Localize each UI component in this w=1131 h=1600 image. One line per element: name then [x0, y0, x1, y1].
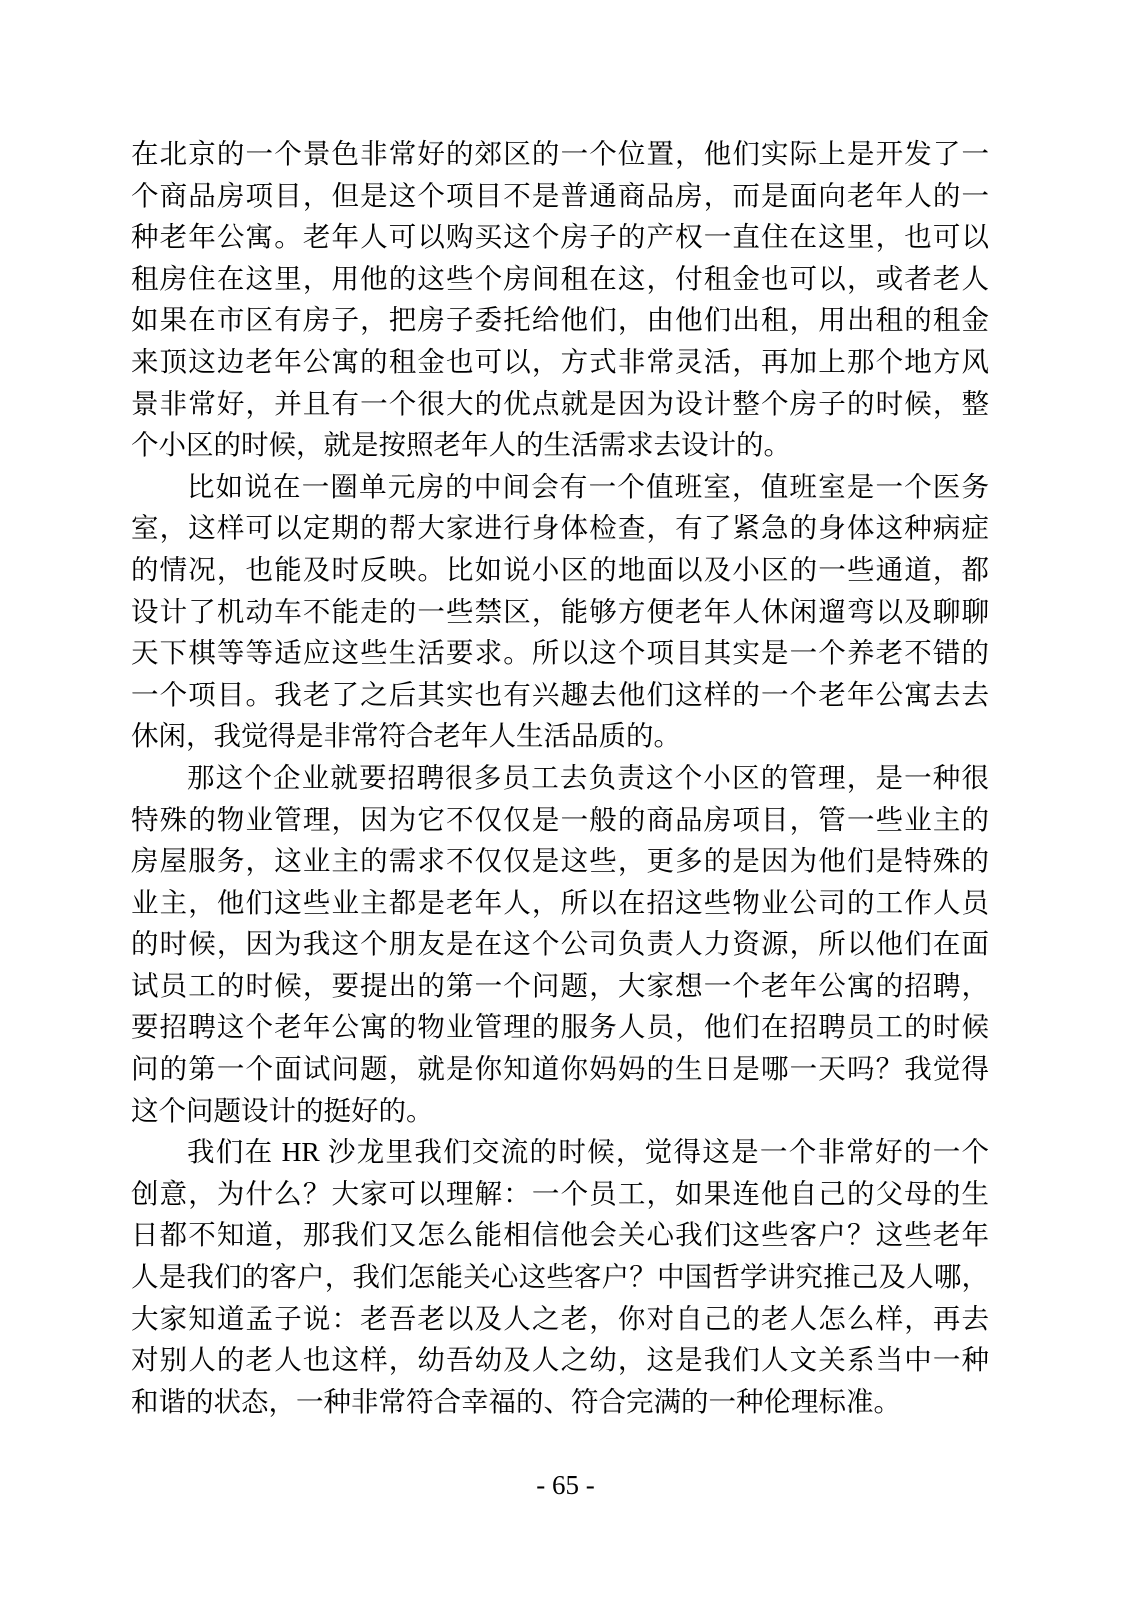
text-line: 日都不知道，那我们又怎么能相信他会关心我们这些客户？这些老年 [131, 1219, 989, 1251]
paragraph [131, 757, 989, 1131]
text-line: 的时候，因为我这个朋友是在这个公司负责人力资源，所以他们在面 [131, 928, 989, 960]
text-line: 室，这样可以定期的帮大家进行身体检查，有了紧急的身体这种病症 [131, 512, 989, 544]
text-line: 试员工的时候，要提出的第一个问题，大家想一个老年公寓的招聘， [131, 969, 989, 1001]
text-line: 景非常好，并且有一个很大的优点就是因为设计整个房子的时候，整 [131, 387, 989, 419]
text-line: 房屋服务，这业主的需求不仅仅是这些，更多的是因为他们是特殊的 [131, 845, 989, 877]
text-line: 比如说在一圈单元房的中间会有一个值班室，值班室是一个医务 [187, 470, 989, 502]
text-line: 在北京的一个景色非常好的郊区的一个位置，他们实际上是开发了一 [131, 138, 989, 169]
text-line: 我们在 HR 沙龙里我们交流的时候，觉得这是一个非常好的一个 [187, 1136, 989, 1168]
text-line: 的情况，也能及时反映。比如说小区的地面以及小区的一些通道，都 [131, 553, 989, 585]
text-line: 个商品房项目，但是这个项目不是普通商品房，而是面向老年人的一 [131, 179, 989, 211]
text-line: 如果在市区有房子，把房子委托给他们，由他们出租，用出租的租金 [131, 304, 989, 336]
paragraph [131, 133, 989, 466]
text-line: 设计了机动车不能走的一些禁区，能够方便老年人休闲遛弯以及聊聊 [131, 595, 989, 627]
text-line: 休闲，我觉得是非常符合老年人生活品质的。 [131, 720, 681, 752]
text-line: 和谐的状态，一种非常符合幸福的、符合完满的一种伦理标准。 [131, 1385, 901, 1417]
text-line: 特殊的物业管理，因为它不仅仅是一般的商品房项目，管一些业主的 [131, 803, 989, 835]
text-line: 人是我们的客户，我们怎能关心这些客户？中国哲学讲究推己及人哪， [131, 1261, 989, 1293]
text-line: 租房住在这里，用他的这些个房间租在这，付租金也可以，或者老人 [131, 262, 989, 294]
text-line: 这个问题设计的挺好的。 [131, 1094, 434, 1126]
text-line: 业主，他们这些业主都是老年人，所以在招这些物业公司的工作人员 [131, 886, 989, 918]
text-line: 来顶这边老年公寓的租金也可以，方式非常灵活，再加上那个地方风 [131, 345, 989, 377]
text-line: 那这个企业就要招聘很多员工去负责这个小区的管理，是一种很 [187, 761, 989, 793]
paragraph [131, 1131, 989, 1422]
paragraph [131, 466, 989, 757]
text-line: 对别人的老人也这样，幼吾幼及人之幼，这是我们人文关系当中一种 [131, 1344, 989, 1376]
text-line: 创意，为什么？大家可以理解：一个员工，如果连他自己的父母的生 [131, 1177, 989, 1209]
text-line: 问的第一个面试问题，就是你知道你妈妈的生日是哪一天吗？我觉得 [131, 1053, 989, 1085]
text-line: 要招聘这个老年公寓的物业管理的服务人员，他们在招聘员工的时候 [131, 1011, 989, 1043]
text-line: 一个项目。我老了之后其实也有兴趣去他们这样的一个老年公寓去去 [131, 678, 989, 710]
page-number: - 65 - [536, 1470, 595, 1500]
text-line: 个小区的时候，就是按照老年人的生活需求去设计的。 [131, 429, 791, 461]
text-line: 种老年公寓。老年人可以购买这个房子的产权一直住在这里，也可以 [131, 221, 989, 253]
text-line: 大家知道孟子说：老吾老以及人之老，你对自己的老人怎么样，再去 [131, 1302, 989, 1334]
text-block [131, 133, 989, 1422]
text-line: 天下棋等等适应这些生活要求。所以这个项目其实是一个养老不错的 [131, 637, 989, 669]
